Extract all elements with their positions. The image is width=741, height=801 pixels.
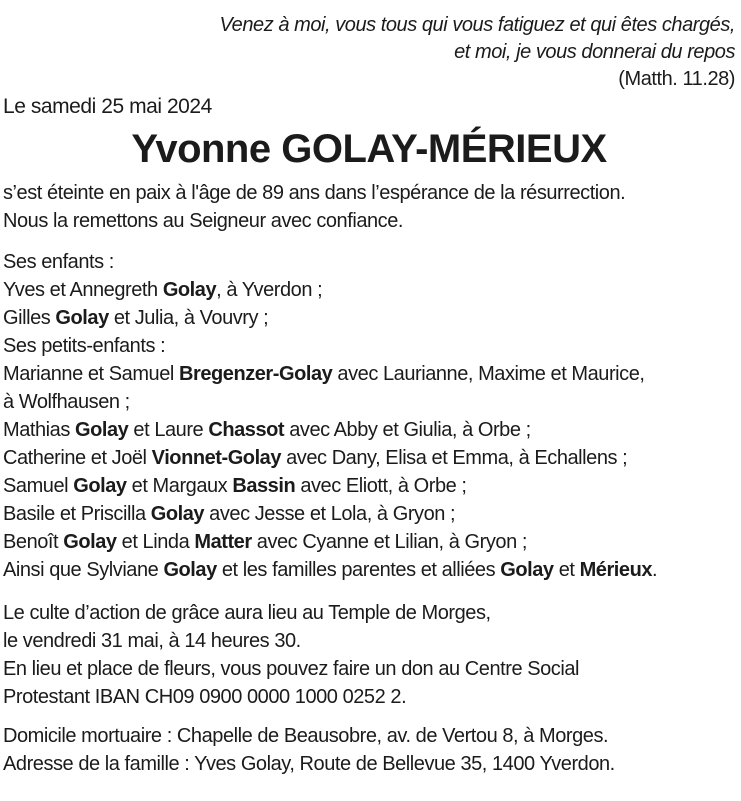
text-line: à Wolfhausen ; bbox=[3, 391, 130, 413]
text-line: Adresse de la famille : Yves Golay, Route de Bellevue 35, 1400 Yverdon. bbox=[3, 753, 615, 775]
bible-quote bbox=[3, 12, 735, 93]
date-of-death: Le samedi 25 mai 2024 bbox=[3, 95, 212, 118]
text-line: Protestant IBAN CH09 0900 0000 1000 0252 2. bbox=[3, 686, 407, 708]
deceased-name: Yvonne GOLAY-MÉRIEUX bbox=[131, 127, 607, 171]
text-line: Ainsi que Sylviane Golay et les familles parentes et alliées Golay et Mérieux. bbox=[3, 559, 658, 581]
text-line: Mathias Golay et Laure Chassot avec Abby et Giulia, à Orbe ; bbox=[3, 419, 531, 441]
text-line: En lieu et place de fleurs, vous pouvez faire un don au Centre Social bbox=[3, 658, 579, 680]
bible-quote-line-1: Venez à moi, vous tous qui vous fatiguez et qui êtes chargés, bbox=[219, 14, 735, 36]
service-info bbox=[3, 599, 735, 655]
address-info bbox=[3, 722, 735, 778]
text-line: Le culte d’action de grâce aura lieu au Temple de Morges, bbox=[3, 602, 491, 624]
text-line: Benoît Golay et Linda Matter avec Cyanne et Lilian, à Gryon ; bbox=[3, 531, 527, 553]
text-line: Marianne et Samuel Bregenzer-Golay avec Laurianne, Maxime et Maurice, bbox=[3, 363, 645, 385]
text-line: Catherine et Joël Vionnet-Golay avec Dany, Elisa et Emma, à Echallens ; bbox=[3, 447, 628, 469]
announcement-paragraph bbox=[3, 179, 735, 235]
text-line: Nous la remettons au Seigneur avec confiance. bbox=[3, 210, 403, 232]
text-line: Basile et Priscilla Golay avec Jesse et Lola, à Gryon ; bbox=[3, 503, 456, 525]
text-line: Domicile mortuaire : Chapelle de Beausobre, av. de Vertou 8, à Morges. bbox=[3, 725, 609, 747]
bible-quote-line-2: et moi, je vous donnerai du repos bbox=[454, 41, 735, 63]
text-line: s’est éteinte en paix à l'âge de 89 ans dans l’espérance de la résurrection. bbox=[3, 182, 626, 204]
text-line: le vendredi 31 mai, à 14 heures 30. bbox=[3, 630, 301, 652]
donation-info bbox=[3, 655, 735, 711]
text-line: Ses enfants : bbox=[3, 251, 114, 273]
bible-quote-citation: (Matth. 11.28) bbox=[618, 68, 735, 90]
text-line: Gilles Golay et Julia, à Vouvry ; bbox=[3, 307, 269, 329]
family-list bbox=[3, 248, 735, 584]
text-line: Yves et Annegreth Golay, à Yverdon ; bbox=[3, 279, 323, 301]
text-line: Ses petits-enfants : bbox=[3, 335, 166, 357]
text-line: Samuel Golay et Margaux Bassin avec Eliott, à Orbe ; bbox=[3, 475, 467, 497]
